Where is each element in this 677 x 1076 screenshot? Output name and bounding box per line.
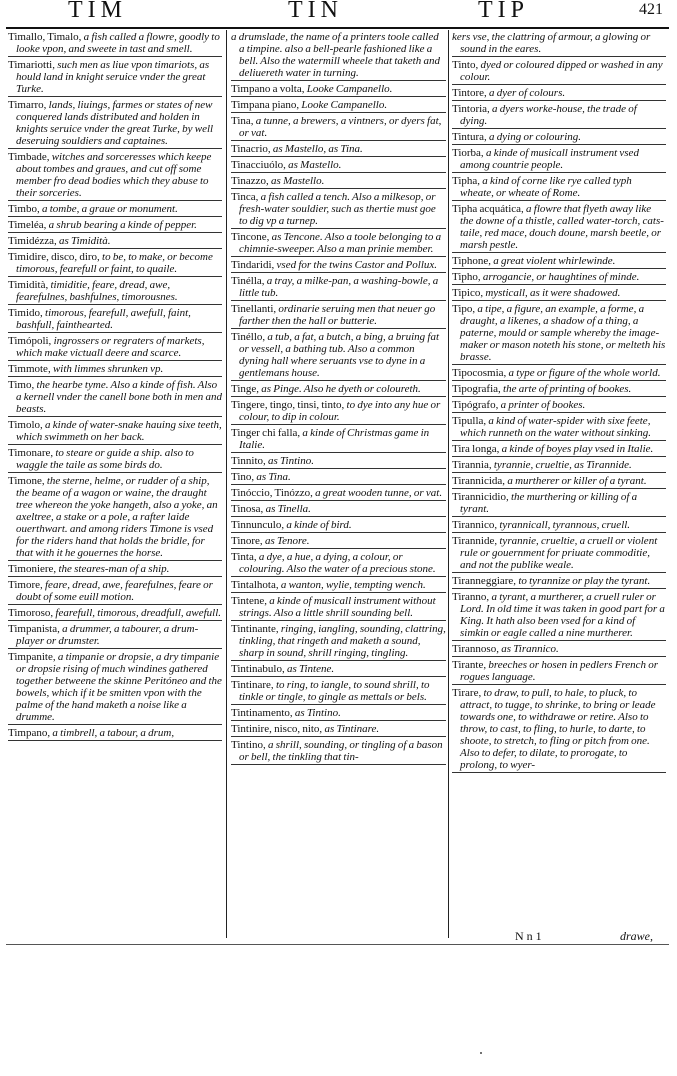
entry-headword: Timpano a volta, xyxy=(231,83,305,95)
entry-headword: Tinge, xyxy=(231,383,260,395)
dictionary-entry xyxy=(231,679,446,705)
entry-headword: Tirannoso, xyxy=(452,643,499,655)
entry-headword: Tiranno, xyxy=(452,591,490,603)
dictionary-entry xyxy=(231,83,446,97)
page-number: 421 xyxy=(639,1,663,18)
dictionary-entry xyxy=(8,235,222,249)
entry-definition: as Tirannico. xyxy=(501,643,559,655)
entry-definition: a great wooden tunne, or vat. xyxy=(315,487,443,499)
entry-headword: Tinacciuólo, xyxy=(231,159,286,171)
dictionary-entry xyxy=(231,723,446,737)
entry-headword: Timarro, xyxy=(8,99,47,111)
entry-headword: Tingere, tingo, tinsi, tinto, xyxy=(231,399,345,411)
dictionary-entry xyxy=(8,727,222,741)
dictionary-entry xyxy=(231,99,446,113)
entry-definition: kers vse, the clattring of armour, a glowing or sound in the eares. xyxy=(452,31,651,55)
entry-headword: Tintinante, xyxy=(231,623,279,635)
dictionary-entry xyxy=(452,415,666,441)
entry-headword: Timore, xyxy=(8,579,43,591)
entry-headword: Tirannide, xyxy=(452,535,498,547)
dictionary-entry xyxy=(231,191,446,229)
column-right xyxy=(452,31,666,775)
entry-definition: a wanton, wylie, tempting wench. xyxy=(280,579,426,591)
entry-definition: a fish called a tench. Also a milkesop, or fresh-water souldier, such as thertie must goe to dig vp a turnep. xyxy=(239,191,436,227)
dictionary-entry xyxy=(8,579,222,605)
entry-headword: Tinéllo, xyxy=(231,331,266,343)
dictionary-entry xyxy=(452,203,666,253)
entry-definition: breeches or hosen in pedlers French or rogues language. xyxy=(460,659,659,683)
dictionary-entry xyxy=(231,535,446,549)
entry-headword: Tinnunculo, xyxy=(231,519,285,531)
entry-headword: Tipha, xyxy=(452,175,481,187)
entry-headword: Tirante, xyxy=(452,659,487,671)
entry-definition: as Tenore. xyxy=(264,535,310,547)
entry-headword: Timbade, xyxy=(8,151,50,163)
dictionary-entry xyxy=(231,31,446,81)
entry-headword: Timidità, xyxy=(8,279,49,291)
column-center xyxy=(231,31,446,767)
entry-headword: Timpano, xyxy=(8,727,51,739)
entry-headword: Tinca, xyxy=(231,191,259,203)
entry-headword: Tipulla, xyxy=(452,415,487,427)
entry-headword: Tintinare, xyxy=(231,679,274,691)
entry-headword: Timidézza, xyxy=(8,235,57,247)
entry-headword: Tinacrio, xyxy=(231,143,271,155)
entry-definition: a drummer, a tabourer, a drum-player or drumster. xyxy=(16,623,199,647)
entry-definition: with limmes shrunken vp. xyxy=(52,363,164,375)
entry-definition: a kinde of musicall instrument without strings. Also a little shrill sounding bell. xyxy=(239,595,436,619)
dictionary-entry xyxy=(8,335,222,361)
entry-headword: Tinazzo, xyxy=(231,175,269,187)
entry-definition: a dyer of colours. xyxy=(489,87,566,99)
dictionary-entry xyxy=(8,31,222,57)
entry-headword: Tintinamento, xyxy=(231,707,293,719)
dictionary-entry xyxy=(231,551,446,577)
dictionary-entry xyxy=(8,419,222,445)
entry-headword: Timido, xyxy=(8,307,43,319)
dictionary-entry xyxy=(452,519,666,533)
entry-headword: Tincone, xyxy=(231,231,270,243)
entry-headword: Tirannia, xyxy=(452,459,492,471)
entry-headword: Tipo, xyxy=(452,303,476,315)
entry-headword: Timpana piano, xyxy=(231,99,300,111)
entry-definition: a type or figure of the whole world. xyxy=(508,367,661,379)
dictionary-entry xyxy=(231,471,446,485)
entry-headword: Timpanite, xyxy=(8,651,56,663)
dictionary-entry xyxy=(231,143,446,157)
entry-definition: as Mastello. xyxy=(288,159,342,171)
dictionary-entry xyxy=(452,475,666,489)
entry-definition: as Tencone. Also a toole belonging to a chimnie-sweeper. Also a man prinie member. xyxy=(239,231,442,255)
catchword: drawe, xyxy=(620,929,653,943)
entry-definition: tyrannie, crueltie, as Tirannide. xyxy=(493,459,632,471)
dictionary-entry xyxy=(452,383,666,397)
entry-headword: Tiranneggiare, xyxy=(452,575,517,587)
dictionary-entry xyxy=(8,363,222,377)
dictionary-entry xyxy=(231,175,446,189)
entry-definition: as Tintene. xyxy=(286,663,335,675)
entry-definition: a tunne, a brewers, a vintners, or dyers fat, or vat. xyxy=(239,115,442,139)
entry-definition: a kind of corne like rye called typh wheate, or wheate of Rome. xyxy=(460,175,632,199)
entry-headword: Tintalhota, xyxy=(231,579,279,591)
dictionary-entry xyxy=(8,447,222,473)
entry-headword: Tirannicidio, xyxy=(452,491,509,503)
entry-definition: a great violent whirlewinde. xyxy=(493,255,616,267)
entry-headword: Tina, xyxy=(231,115,254,127)
entry-definition: such men as liue vpon timariots, as hould land in knight seruice vnder the great Turke. xyxy=(16,59,210,95)
entry-definition: the arte of printing of bookes. xyxy=(503,383,632,395)
dictionary-entry xyxy=(452,591,666,641)
dictionary-entry xyxy=(8,251,222,277)
entry-definition: timiditie, feare, dread, awe, fearefulnes, bashfulnes, timorousnes. xyxy=(16,279,178,303)
entry-definition: a kinde of musicall instrument vsed among countrie people. xyxy=(460,147,639,171)
entry-definition: a timbrell, a tabour, a drum, xyxy=(52,727,175,739)
dictionary-entry xyxy=(8,151,222,201)
dictionary-entry xyxy=(452,367,666,381)
entry-definition: a tombe, a graue or monument. xyxy=(41,203,178,215)
dictionary-entry xyxy=(8,475,222,561)
dictionary-entry xyxy=(231,303,446,329)
dictionary-entry xyxy=(452,255,666,269)
dictionary-entry xyxy=(231,159,446,173)
entry-headword: Tindaridi, xyxy=(231,259,275,271)
entry-headword: Tinélla, xyxy=(231,275,265,287)
entry-headword: Timone, xyxy=(8,475,45,487)
entry-definition: the hearbe tyme. Also a kinde of fish. Also a kernell vnder the canell bone both in men and beasts. xyxy=(16,379,222,415)
dictionary-entry xyxy=(231,579,446,593)
entry-definition: a tyrant, a murtherer, a cruell ruler or Lord. In old time it was taken in good part for a King. It hath also been vsed for a kind of simkin or eagle called a nine murtherer. xyxy=(460,591,665,639)
entry-definition: a tray, a milke-pan, a washing-bowle, a little tub. xyxy=(239,275,439,299)
entry-definition: lands, liuings, farmes or states of new conquered lands distributed and holden in knights seruice vnder the great Turke, by well deseruing souldiers and captaines. xyxy=(16,99,214,147)
entry-definition: a shrill, sounding, or tingling of a bason or bell, the tinkling that tin- xyxy=(239,739,443,763)
entry-definition: as Tinella. xyxy=(265,503,311,515)
dictionary-entry xyxy=(452,659,666,685)
entry-definition: to ring, to iangle, to sound shrill, to tinkle or tingle, to gingle as mettals or bels. xyxy=(239,679,430,703)
entry-definition: arrogancie, or haughtines of minde. xyxy=(482,271,640,283)
dictionary-entry xyxy=(452,271,666,285)
dictionary-entry xyxy=(231,427,446,453)
entry-definition: to tyrannize or play the tyrant. xyxy=(518,575,651,587)
entry-definition: Looke Campanello. xyxy=(301,99,388,111)
running-header xyxy=(6,0,669,26)
entry-definition: a fish called a flowre, goodly to looke vpon, and sweete in tast and smell. xyxy=(16,31,220,55)
dictionary-entry xyxy=(452,287,666,301)
header-headword-left: TIM xyxy=(68,0,127,23)
entry-definition: as Mastello. xyxy=(271,175,325,187)
entry-definition: tyrannie, crueltie, a cruell or violent rule or gouernment for priuate commoditie, and not the publike weale. xyxy=(460,535,658,571)
signature-mark: N n 1 xyxy=(515,929,542,943)
dictionary-entry xyxy=(8,99,222,149)
dictionary-entry xyxy=(8,279,222,305)
dictionary-entry xyxy=(231,399,446,425)
entry-headword: Tintinire, nisco, nito, xyxy=(231,723,323,735)
entry-headword: Tintino, xyxy=(231,739,266,751)
entry-headword: Tipho, xyxy=(452,271,481,283)
entry-definition: to draw, to pull, to hale, to pluck, to attract, to tugge, to shrinke, to bring or leade towards one, to withdrawe or retire. Also to throw, to cast, to fling, to hurle, to darte, to shoote, to stretch, to fling or pitch from one. Also to defer, to dilate, to prorogate, to prolong, to wyer- xyxy=(460,687,656,771)
entry-headword: Timallo, Timalo, xyxy=(8,31,82,43)
entry-definition: as Mastello, as Tina. xyxy=(272,143,363,155)
entry-definition: vsed for the twins Castor and Pollux. xyxy=(276,259,438,271)
dictionary-entry xyxy=(452,31,666,57)
dictionary-entry xyxy=(452,643,666,657)
dictionary-entry xyxy=(8,563,222,577)
dictionary-entry xyxy=(452,131,666,145)
entry-headword: Timoniere, xyxy=(8,563,57,575)
entry-definition: to be, to make, or become timorous, fearefull or faint, to quaile. xyxy=(16,251,213,275)
entry-definition: as Tina. xyxy=(256,471,291,483)
dictionary-entry xyxy=(231,115,446,141)
entry-headword: Tinosa, xyxy=(231,503,264,515)
dictionary-entry xyxy=(231,503,446,517)
entry-definition: as Tintinare. xyxy=(324,723,380,735)
entry-definition: a dying or colouring. xyxy=(489,131,581,143)
header-headword-center: TIN xyxy=(288,0,343,23)
entry-headword: Tira longa, xyxy=(452,443,500,455)
entry-definition: witches and sorceresses which keepe about tombes and graues, and cut off some member fro dead bodies which they abuse to their sorceries. xyxy=(16,151,212,199)
entry-headword: Tiorba, xyxy=(452,147,484,159)
dictionary-entry xyxy=(8,379,222,417)
dictionary-entry xyxy=(231,231,446,257)
entry-definition: ordinarie seruing men that neuer go farther then the hall or butterie. xyxy=(239,303,436,327)
entry-definition: a kinde of boyes play vsed in Italie. xyxy=(501,443,654,455)
dictionary-entry xyxy=(8,307,222,333)
entry-definition: a tipe, a figure, an example, a forme, a draught, a likenes, a shadow of a thing, a paterne, mould or sample whereby the image-maker or mason noteth his stone, or melteth his brasse. xyxy=(460,303,666,363)
entry-headword: Tipha acquática, xyxy=(452,203,524,215)
dictionary-entry xyxy=(452,399,666,413)
entry-headword: Timo, xyxy=(8,379,35,391)
entry-headword: Tinger chi falla, xyxy=(231,427,301,439)
entry-headword: Tintene, xyxy=(231,595,267,607)
entry-headword: Tipografia, xyxy=(452,383,501,395)
dictionary-entry xyxy=(231,259,446,273)
entry-headword: Timmote, xyxy=(8,363,51,375)
entry-definition: a kind of water-spider with sixe feete, which runneth on the water without sinking. xyxy=(460,415,652,439)
entry-definition: fearefull, timorous, dreadfull, awefull. xyxy=(55,607,222,619)
dictionary-entry xyxy=(231,383,446,397)
entry-headword: Tino, xyxy=(231,471,255,483)
column-divider xyxy=(226,30,227,938)
dictionary-entry xyxy=(231,663,446,677)
entry-definition: a tub, a fat, a butch, a bing, a bruing fat or vessell, a bathing tub. Also a common dyning hall where seruants vse to dyne in a gentlemans house. xyxy=(239,331,440,379)
entry-definition: Looke Campanello. xyxy=(306,83,393,95)
dictionary-entry xyxy=(452,443,666,457)
entry-definition: feare, dread, awe, fearefulnes, feare or doubt of some euill motion. xyxy=(16,579,213,603)
entry-definition: a printer of bookes. xyxy=(500,399,586,411)
entry-headword: Timópoli, xyxy=(8,335,52,347)
dictionary-entry xyxy=(452,459,666,473)
entry-headword: Tirannicida, xyxy=(452,475,506,487)
entry-headword: Tintore, xyxy=(452,87,487,99)
entry-definition: to dye into any hue or colour, to dip in colour. xyxy=(239,399,441,423)
dictionary-entry xyxy=(452,535,666,573)
dictionary-entry xyxy=(231,739,446,765)
entry-headword: Tipógrafo, xyxy=(452,399,499,411)
entry-headword: Timoroso, xyxy=(8,607,54,619)
dictionary-entry xyxy=(231,595,446,621)
dictionary-entry xyxy=(452,59,666,85)
entry-definition: the sterne, helme, or rudder of a ship, the beame of a wagon or waine, the draught tree whereon the yoke hangeth, also a yoke, an axeltree, a stake or a pole, a rafter laide ouerthwart. and among riders Timone is vsed for the riders hand that holds the bridle, for that with it he gouernes the horse. xyxy=(16,475,218,559)
entry-definition: as Pinge. Also he dyeth or coloureth. xyxy=(261,383,421,395)
paper-speck xyxy=(480,1052,482,1054)
entry-headword: Tinóccio, Tinózzo, xyxy=(231,487,313,499)
entry-definition: dyed or coloured dipped or washed in any colour. xyxy=(460,59,663,83)
entry-definition: as Tintino. xyxy=(294,707,341,719)
column-divider xyxy=(448,30,449,938)
entry-definition: a dye, a hue, a dying, a colour, or colouring. Also the water of a precious stone. xyxy=(239,551,436,575)
dictionary-entry xyxy=(8,623,222,649)
entry-definition: a shrub bearing a kinde of pepper. xyxy=(48,219,197,231)
dictionary-entry xyxy=(231,519,446,533)
entry-definition: a murtherer or killer of a tyrant. xyxy=(507,475,647,487)
entry-headword: Tiphone, xyxy=(452,255,492,267)
entry-headword: Tirannico, xyxy=(452,519,498,531)
entry-headword: Tinellanti, xyxy=(231,303,277,315)
dictionary-entry xyxy=(8,607,222,621)
dictionary-entry xyxy=(452,575,666,589)
entry-headword: Tinore, xyxy=(231,535,263,547)
entry-headword: Timonare, xyxy=(8,447,54,459)
entry-definition: a kinde of water-snake hauing sixe teeth, which swimmeth on her back. xyxy=(16,419,222,443)
entry-definition: a dyers worke-house, the trade of dying. xyxy=(460,103,637,127)
entry-headword: Tipico, xyxy=(452,287,484,299)
entry-definition: timorous, fearefull, awefull, faint, bashfull, fainthearted. xyxy=(16,307,191,331)
bottom-rule xyxy=(6,944,669,945)
dictionary-entry xyxy=(452,491,666,517)
entry-definition: as Tintino. xyxy=(268,455,314,467)
entry-headword: Tipocosmia, xyxy=(452,367,507,379)
entry-headword: Timariotti, xyxy=(8,59,55,71)
entry-definition: a kinde of bird. xyxy=(286,519,352,531)
entry-headword: Timeléa, xyxy=(8,219,47,231)
dictionary-entry xyxy=(452,303,666,365)
dictionary-entry xyxy=(231,455,446,469)
dictionary-entry xyxy=(452,87,666,101)
dictionary-entry xyxy=(452,175,666,201)
dictionary-entry xyxy=(8,59,222,97)
entry-headword: Tinto, xyxy=(452,59,479,71)
entry-definition: to steare or guide a ship. also to waggle the taile as some birds do. xyxy=(16,447,194,471)
dictionary-entry xyxy=(8,203,222,217)
entry-headword: Timolo, xyxy=(8,419,43,431)
entry-definition: mysticall, as it were shadowed. xyxy=(485,287,621,299)
entry-definition: as Timidità. xyxy=(59,235,111,247)
entry-definition: the steares-man of a ship. xyxy=(58,563,170,575)
dictionary-entry xyxy=(231,487,446,501)
entry-headword: Timpanista, xyxy=(8,623,60,635)
entry-definition: a kinde of Christmas game in Italie. xyxy=(239,427,430,451)
dictionary-entry xyxy=(231,331,446,381)
entry-definition: tyrannicall, tyrannous, cruell. xyxy=(499,519,631,531)
entry-headword: Timbo, xyxy=(8,203,40,215)
entry-headword: Tintinabulo, xyxy=(231,663,285,675)
entry-definition: the murthering or killing of a tyrant. xyxy=(460,491,638,515)
entry-definition: ingrossers or regraters of markets, which make victuall deere and scarce. xyxy=(16,335,205,359)
entry-headword: Tintoria, xyxy=(452,103,490,115)
column-left xyxy=(8,31,222,743)
dictionary-entry xyxy=(452,103,666,129)
entry-definition: a timpanie or dropsie, a dry timpanie or dropsie rising of much windines gathered together betweene the skinne Peritóneo and the bowels, which if it be smitten vpon with the palme of the hand maketh a noise like a drumme. xyxy=(16,651,222,723)
entry-definition: a flowre that flyeth away like the downe of a thistle, called water-torch, cats-taile, red mace, douch doune, marsh beetle, or marsh pestle. xyxy=(460,203,664,251)
dictionary-entry xyxy=(231,275,446,301)
entry-headword: Tintura, xyxy=(452,131,487,143)
header-headword-right: TIP xyxy=(478,0,529,23)
header-rule xyxy=(6,27,669,29)
entry-definition: ringing, iangling, sounding, clattring, tinkling, that ringeth and maketh a sound, sharp in sound, shrill ringing, tingling. xyxy=(239,623,446,659)
dictionary-entry xyxy=(452,147,666,173)
dictionary-entry xyxy=(452,687,666,773)
entry-headword: Tinnito, xyxy=(231,455,266,467)
entry-definition: a drumslade, the name of a printers toole called a timpine. also a bell-pearle fashioned like a bell. Also the watermill wheele that taketh and deliuereth water in turning. xyxy=(231,31,440,79)
entry-headword: Tirare, xyxy=(452,687,482,699)
entry-headword: Timidire, disco, diro, xyxy=(8,251,100,263)
dictionary-entry xyxy=(8,651,222,725)
dictionary-entry xyxy=(231,707,446,721)
entry-headword: Tinta, xyxy=(231,551,257,563)
dictionary-entry xyxy=(231,623,446,661)
dictionary-entry xyxy=(8,219,222,233)
